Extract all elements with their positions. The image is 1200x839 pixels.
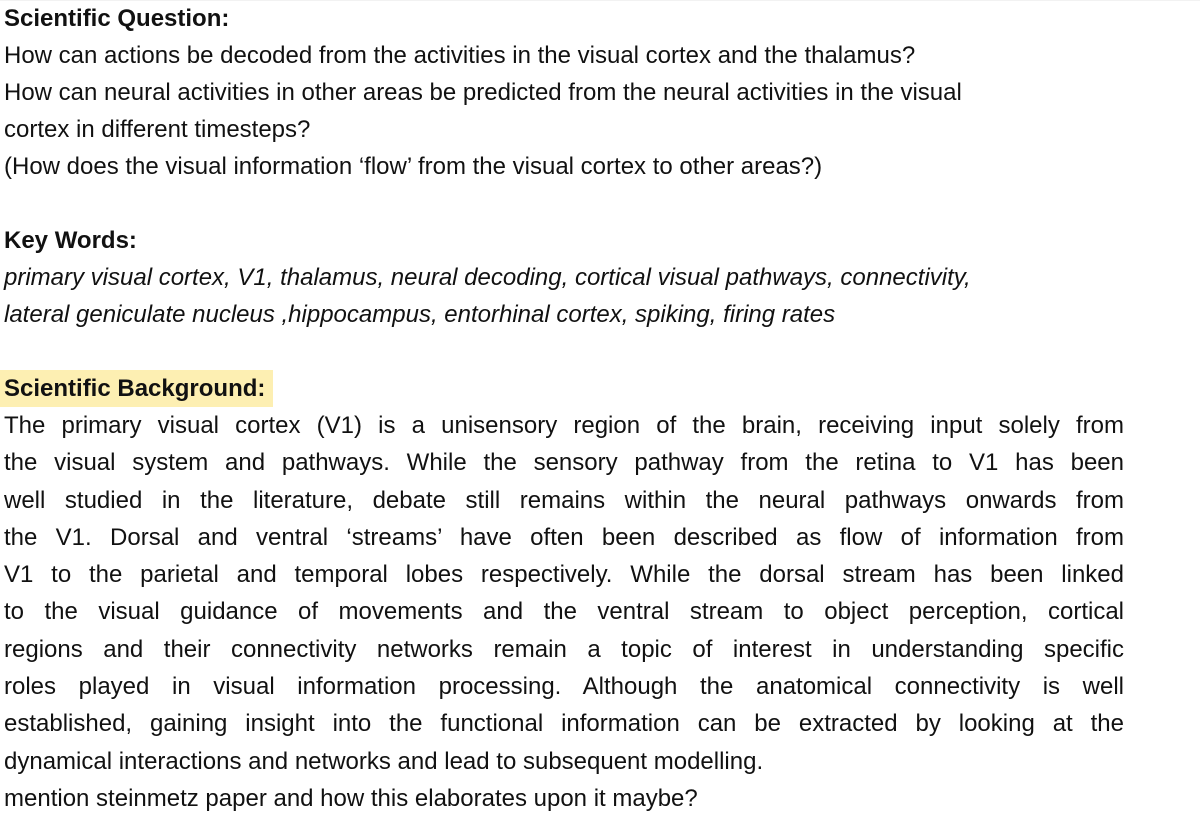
background-line: established, gaining insight into the functional information can be extracted by looking at the — [4, 710, 1124, 738]
scientific-question-section — [4, 0, 1124, 185]
background-line: roles played in visual information processing. Although the anatomical connectivity is well — [4, 673, 1124, 701]
keywords-line: primary visual cortex, V1, thalamus, neural decoding, cortical visual pathways, connectivity, — [4, 264, 971, 291]
question-line: How can neural activities in other areas be predicted from the neural activities in the visual — [4, 79, 962, 106]
document-body — [4, 0, 1124, 817]
background-line: the V1. Dorsal and ventral ‘streams’ have often been described as flow of information from — [4, 523, 1124, 551]
background-line: the visual system and pathways. While the sensory pathway from the retina to V1 has been — [4, 449, 1124, 477]
background-line: The primary visual cortex (V1) is a unisensory region of the brain, receiving input solely from — [4, 412, 1124, 439]
background-paragraph — [4, 407, 1124, 780]
key-words-section — [4, 222, 1124, 333]
background-line: to the visual guidance of movements and the ventral stream to object perception, cortical — [4, 598, 1124, 626]
keywords-line: lateral geniculate nucleus ,hippocampus, entorhinal cortex, spiking, firing rates — [4, 301, 836, 328]
key-words-heading: Key Words: — [4, 227, 137, 254]
scientific-background-section — [4, 370, 1124, 817]
background-line: V1 to the parietal and temporal lobes respectively. While the dorsal stream has been linked — [4, 561, 1124, 589]
background-note: mention steinmetz paper and how this elaborates upon it maybe? — [4, 784, 698, 812]
paragraph-spacer — [4, 333, 1124, 370]
question-line: How can actions be decoded from the activities in the visual cortex and the thalamus? — [4, 42, 916, 69]
background-line: regions and their connectivity networks remain a topic of interest in understanding specific — [4, 635, 1124, 663]
scientific-background-heading: Scientific Background: — [0, 370, 273, 407]
background-line: dynamical interactions and networks and lead to subsequent modelling. — [4, 747, 764, 775]
background-line: well studied in the literature, debate still remains within the neural pathways onwards from — [4, 486, 1124, 514]
paragraph-spacer — [4, 185, 1124, 222]
question-line: cortex in different timesteps? — [4, 116, 311, 143]
question-line: (How does the visual information ‘flow’ from the visual cortex to other areas?) — [4, 153, 823, 180]
scientific-question-heading: Scientific Question: — [4, 5, 230, 32]
